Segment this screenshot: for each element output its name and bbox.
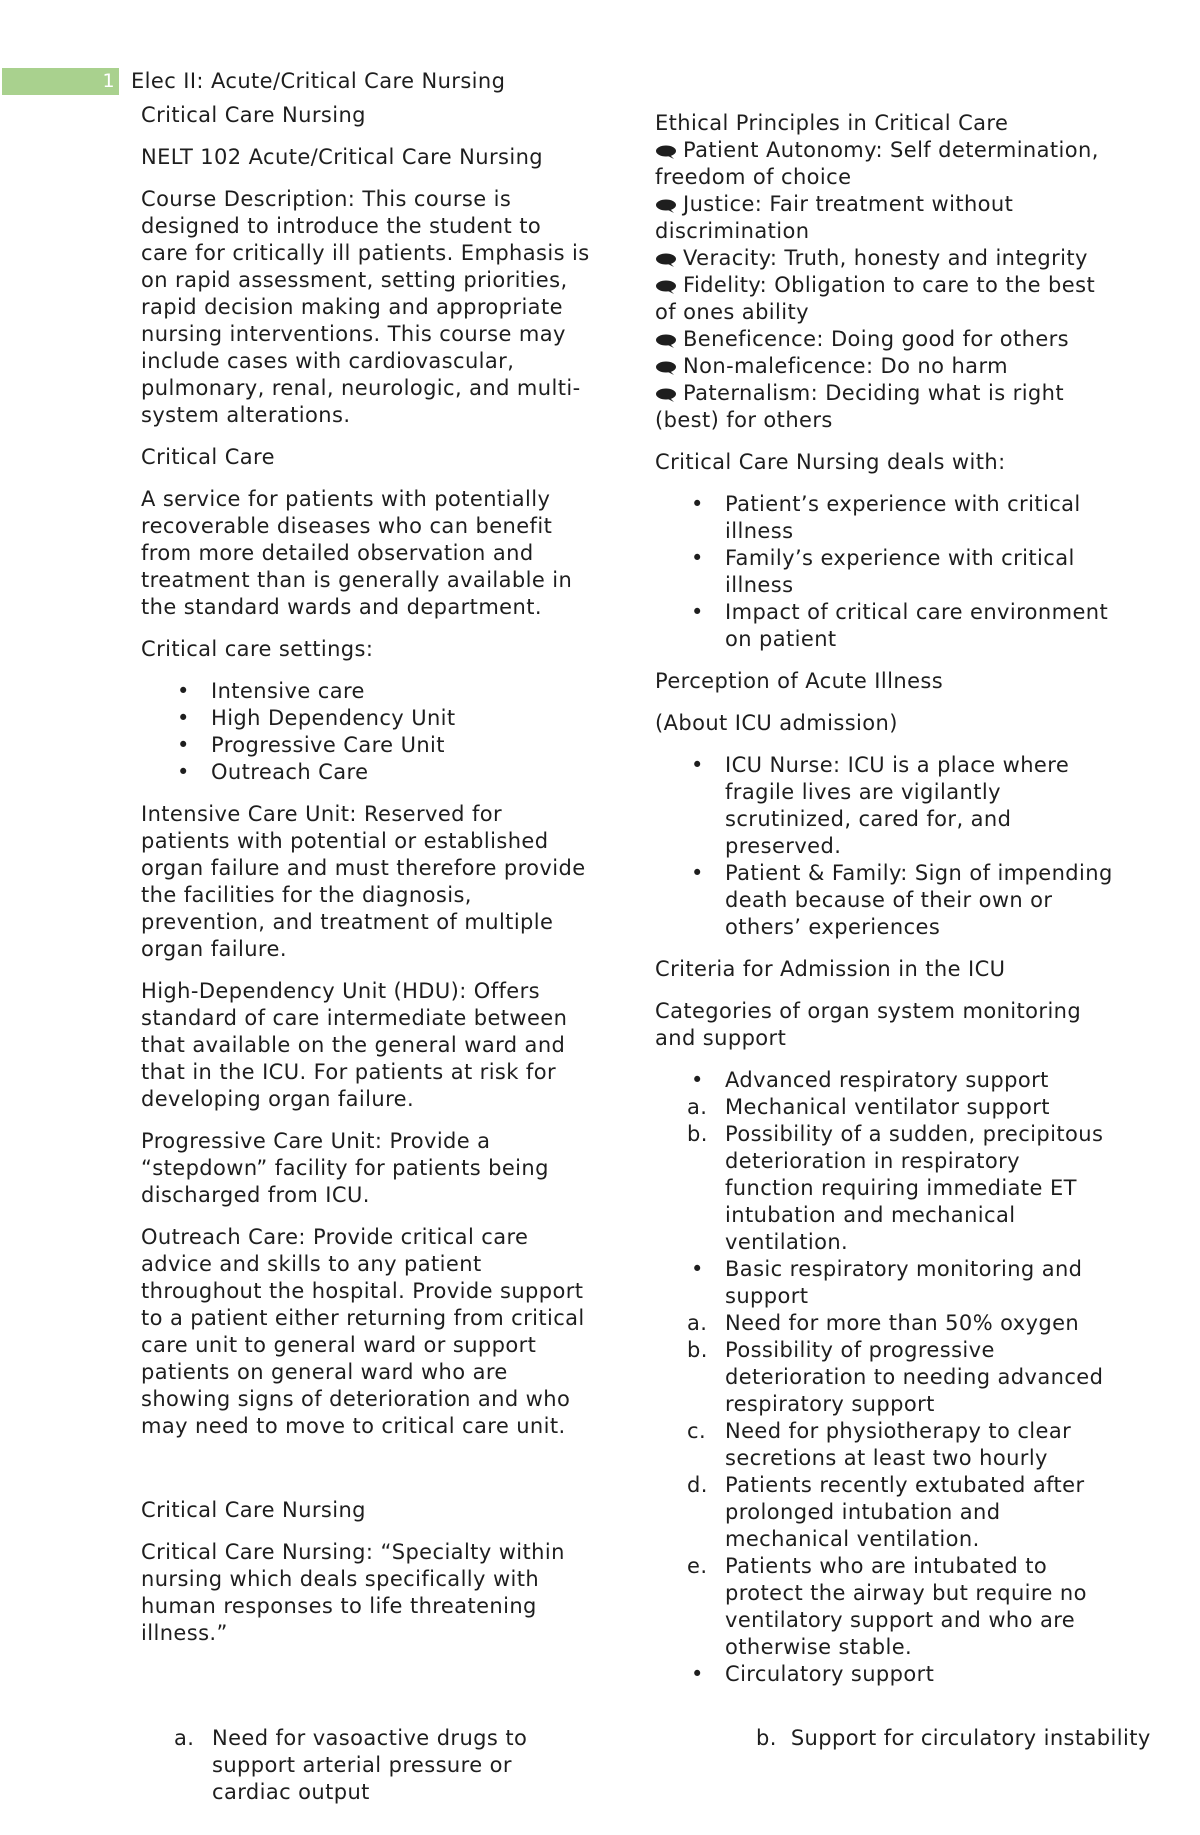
categories-heading: Categories of organ system monitoring and support bbox=[655, 999, 1082, 1050]
list-item: • Family’s experience with critical illness bbox=[691, 546, 1075, 597]
list-item: • Circulatory support bbox=[691, 1662, 935, 1686]
ethics-item: Non-maleficence: Do no harm bbox=[655, 353, 1115, 380]
list-item: • ICU Nurse: ICU is a place where fragile lives are vigilantly scrutinized, cared for, and preserved. bbox=[691, 753, 1070, 858]
page-number-tab: 1 bbox=[2, 68, 119, 95]
list-item: e. Patients who are intubated to protect the airway but require no ventilatory support and who are otherwise stable. bbox=[687, 1554, 1087, 1659]
list-item: a. Need for vasoactive drugs to support arterial pressure or cardiac output bbox=[174, 1726, 528, 1804]
list-item: • Patient’s experience with critical illness bbox=[691, 492, 1081, 543]
list-item: d. Patients recently extubated after prolonged intubation and mechanical ventilation. bbox=[687, 1473, 1085, 1551]
pcu-definition: Progressive Care Unit: Provide a “stepdown” facility for patients being discharged from ICU. bbox=[141, 1129, 549, 1207]
speech-bubble-icon bbox=[655, 253, 677, 266]
icu-definition: Intensive Care Unit: Reserved for patients with potential or established organ failure and must therefore provide the facilities for the diagnosis, prevention, and treatment of multiple organ failure. bbox=[141, 802, 586, 961]
perception-subheading: (About ICU admission) bbox=[655, 711, 898, 735]
deals-list bbox=[655, 491, 1115, 653]
outreach-definition: Outreach Care: Provide critical care advice and skills to any patient throughout the hospital. Provide support to a patient either returning from critical care unit to general ward or support patients on general ward who are showing signs of deterioration and who may need to move to critical care unit. bbox=[141, 1225, 585, 1438]
left-bottom-list bbox=[171, 1725, 591, 1806]
section-heading-critical-care: Critical Care bbox=[141, 445, 275, 469]
ethics-section bbox=[655, 110, 1115, 434]
ethics-item: Veracity: Truth, honesty and integrity bbox=[655, 245, 1115, 272]
list-item: b. Possibility of progressive deterioration to needing advanced respiratory support bbox=[687, 1338, 1104, 1416]
list-item-text: Support for circulatory instability bbox=[790, 1726, 1151, 1750]
left-column bbox=[141, 102, 591, 1662]
criteria-heading: Criteria for Admission in the ICU bbox=[655, 957, 1006, 981]
course-description: Course Description: This course is designed to introduce the student to care for critically ill patients. Emphasis is on rapid assessment, setting priorities, rapid decision making and appropriate nursing interventions. This course may include cases with cardiovascular, pulmonary, renal, neurologic, and multi-system alterations. bbox=[141, 187, 590, 427]
list-item: • Outreach Care bbox=[177, 760, 369, 784]
speech-bubble-icon bbox=[655, 145, 677, 158]
speech-bubble-icon bbox=[655, 388, 677, 401]
ethics-item: Beneficence: Doing good for others bbox=[655, 326, 1115, 353]
settings-list bbox=[141, 678, 591, 786]
list-item: a. Mechanical ventilator support bbox=[687, 1095, 1050, 1119]
page-header bbox=[0, 68, 700, 95]
categories-list bbox=[655, 1067, 1115, 1688]
speech-bubble-icon bbox=[655, 334, 677, 347]
section-heading-ccn: Critical Care Nursing bbox=[141, 1498, 366, 1522]
list-item: • Basic respiratory monitoring and support bbox=[691, 1257, 1083, 1308]
list-item: • Progressive Care Unit bbox=[177, 733, 445, 757]
ethics-item: Fidelity: Obligation to care to the best of ones ability bbox=[655, 273, 1096, 324]
critical-care-definition: A service for patients with potentially recoverable diseases who can benefit from more detailed observation and treatment than is generally available in the standard wards and department. bbox=[141, 487, 573, 619]
speech-bubble-icon bbox=[655, 361, 677, 374]
speech-bubble-icon bbox=[655, 280, 677, 293]
list-item: • High Dependency Unit bbox=[177, 706, 456, 730]
ethics-item: Patient Autonomy: Self determination, freedom of choice bbox=[655, 138, 1099, 189]
list-item: a. Need for more than 50% oxygen bbox=[687, 1311, 1080, 1335]
list-item: • Patient & Family: Sign of impending death because of their own or others’ experiences bbox=[691, 861, 1113, 939]
list-item: c. Need for physiotherapy to clear secretions at least two hourly bbox=[687, 1419, 1072, 1470]
list-item: • Advanced respiratory support bbox=[691, 1068, 1049, 1092]
course-code: NELT 102 Acute/Critical Care Nursing bbox=[141, 145, 544, 169]
perception-list bbox=[655, 752, 1115, 941]
ccn-definition: Critical Care Nursing: “Specialty within nursing which deals specifically with human responses to life threatening illness.” bbox=[141, 1540, 565, 1645]
ethics-item: Paternalism: Deciding what is right (best) for others bbox=[655, 381, 1065, 432]
ethics-heading: Ethical Principles in Critical Care bbox=[655, 111, 1009, 135]
deals-heading: Critical Care Nursing deals with: bbox=[655, 450, 1006, 474]
right-bottom-item bbox=[756, 1725, 1151, 1752]
list-marker: b. bbox=[756, 1726, 777, 1750]
right-column bbox=[655, 110, 1115, 1703]
list-item: • Impact of critical care environment on patient bbox=[691, 600, 1109, 651]
settings-heading: Critical care settings: bbox=[141, 637, 374, 661]
ethics-item: Justice: Fair treatment without discrimination bbox=[655, 192, 1014, 243]
list-item: b. Possibility of a sudden, precipitous deterioration in respiratory function requiring immediate ET intubation and mechanical ventilation. bbox=[687, 1122, 1104, 1254]
perception-heading: Perception of Acute Illness bbox=[655, 669, 944, 693]
header-title: Elec II: Acute/Critical Care Nursing bbox=[131, 69, 506, 93]
hdu-definition: High-Dependency Unit (HDU): Offers standard of care intermediate between that available on the general ward and that in the ICU. For patients at risk for developing organ failure. bbox=[141, 979, 568, 1111]
speech-bubble-icon bbox=[655, 199, 677, 212]
list-item: • Intensive care bbox=[177, 679, 365, 703]
section-heading-critical-care-nursing: Critical Care Nursing bbox=[141, 103, 366, 127]
